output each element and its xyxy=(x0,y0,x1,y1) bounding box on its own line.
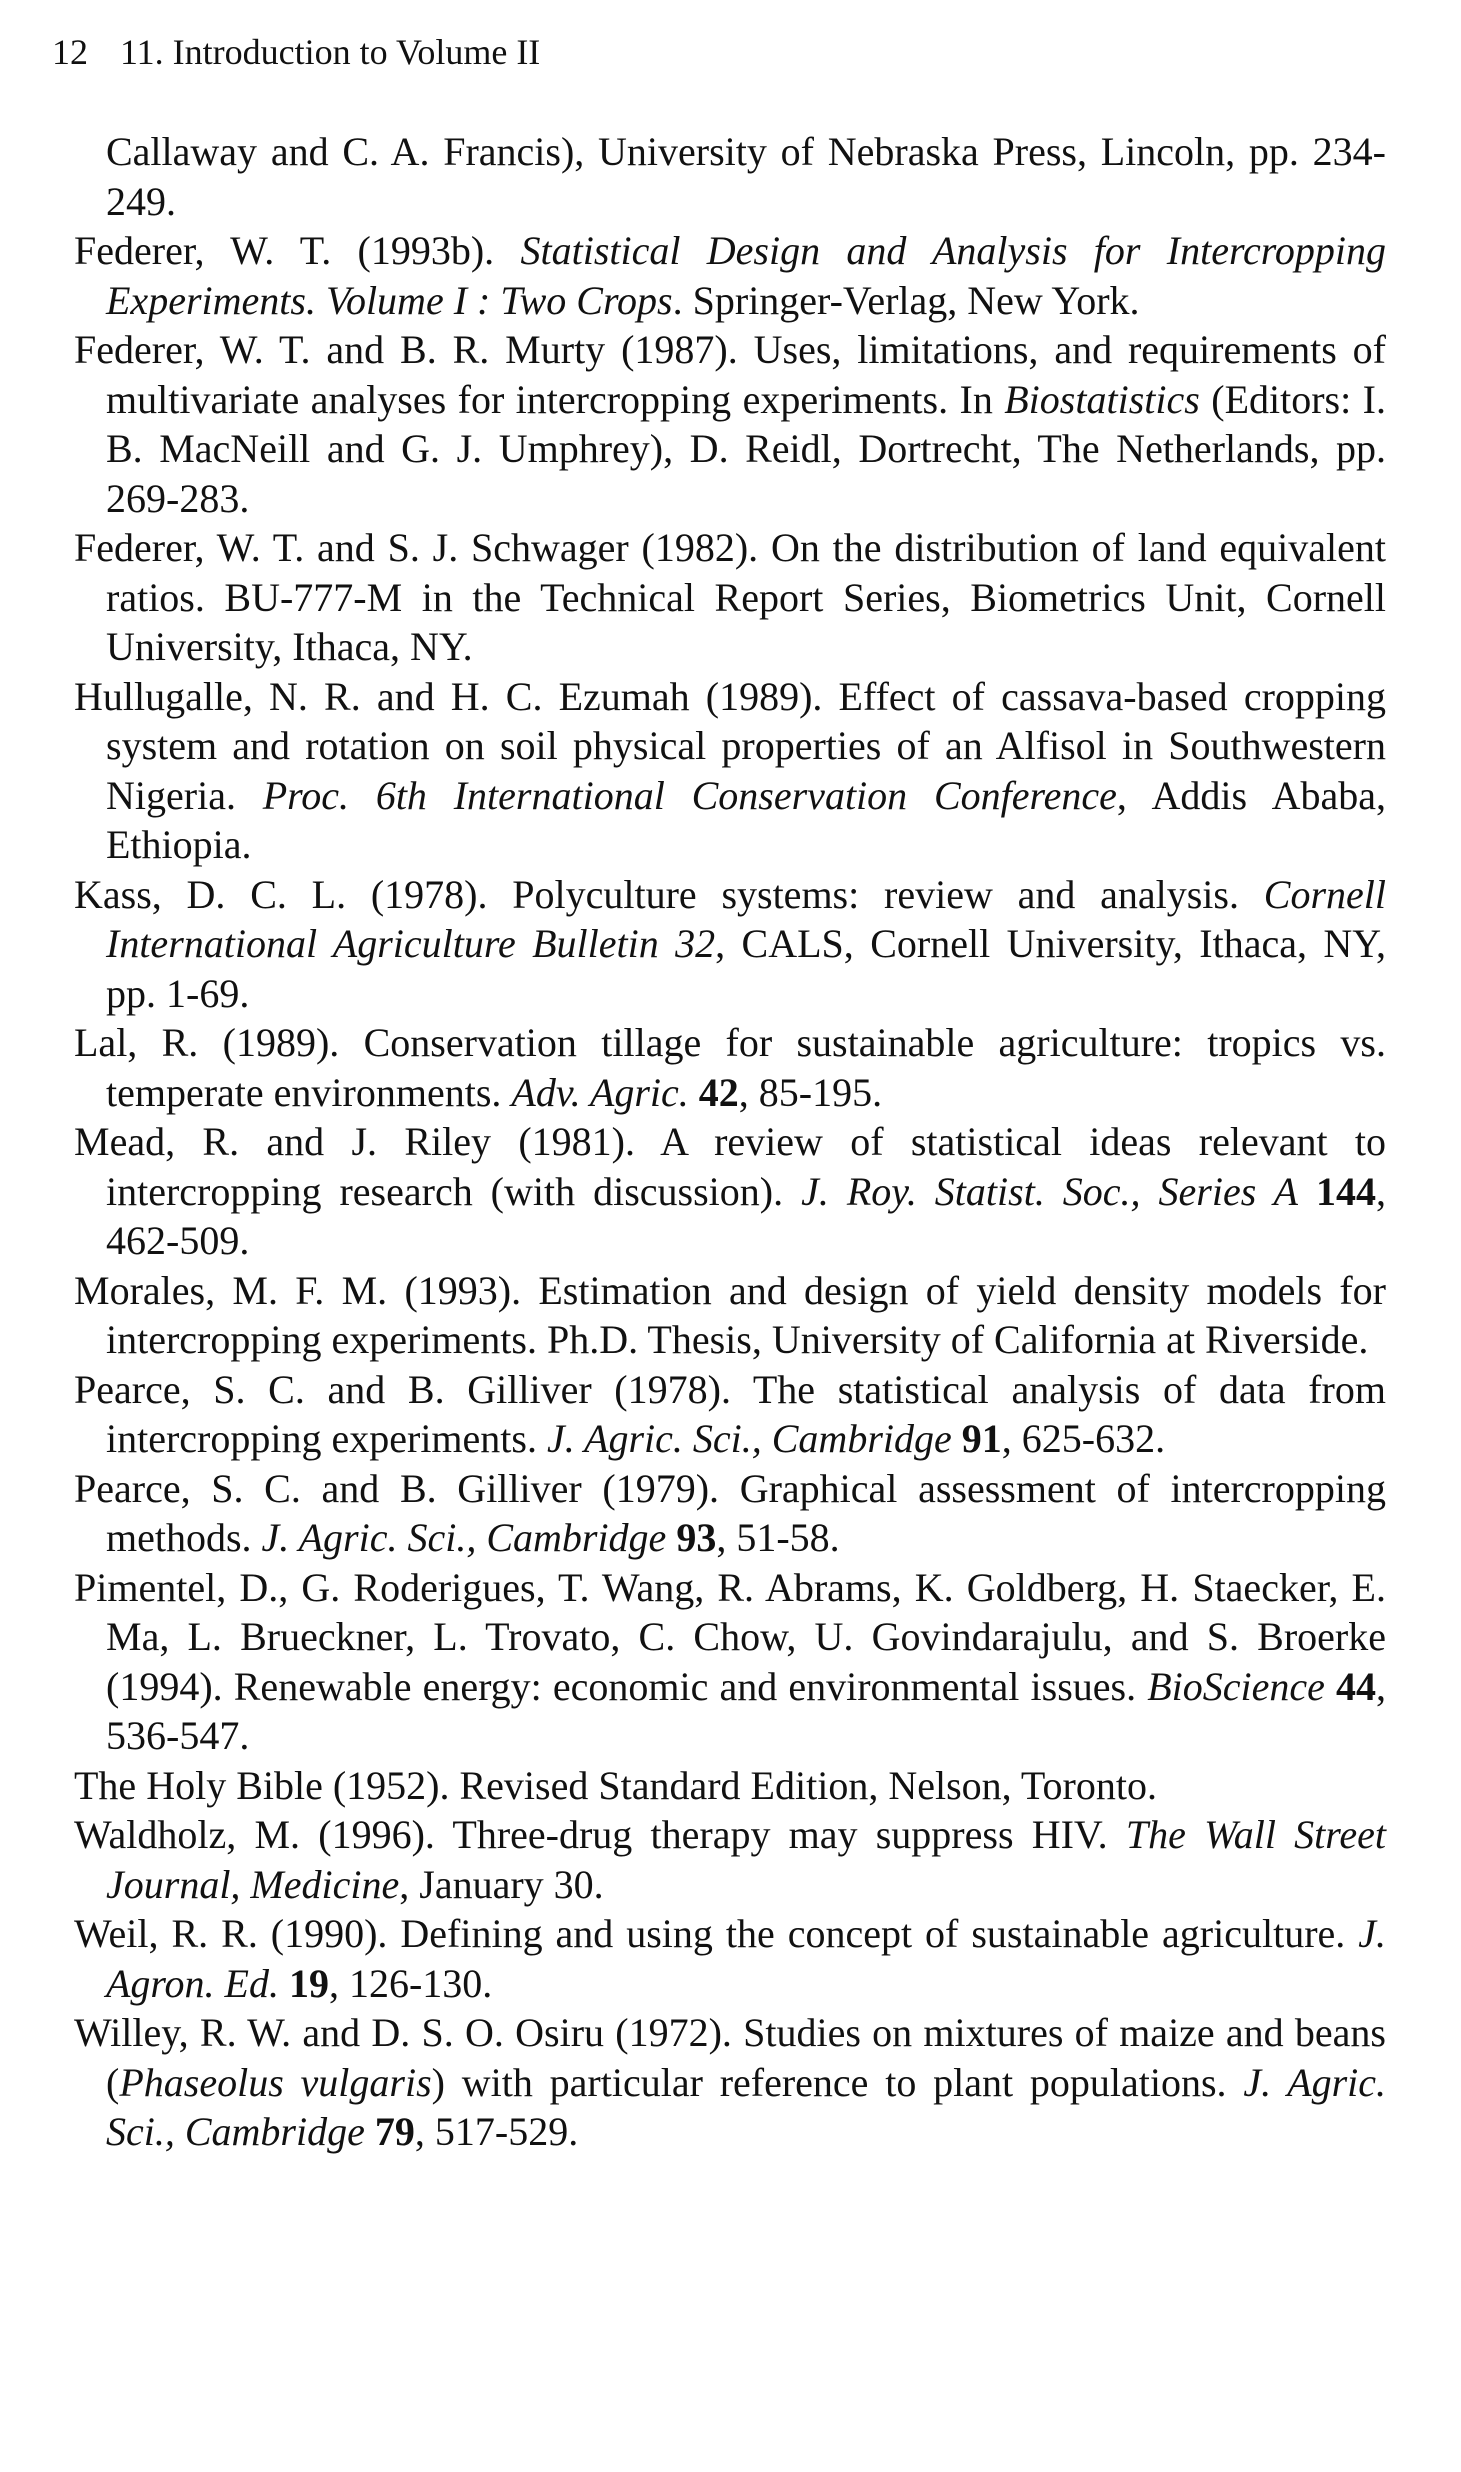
reference-italic-text: Phaseolus vulgaris xyxy=(119,2059,432,2105)
reference-text: Morales, M. F. M. (1993). Estimation and design of yield density models for intercropping experiments. Ph.D. Thesis, University of California at Riverside. xyxy=(74,1267,1386,1362)
reference-entry xyxy=(74,2008,1386,2157)
reference-text: , 536-547. xyxy=(106,1663,1387,1758)
reference-entry xyxy=(74,325,1386,523)
reference-text: (Editors: I. B. MacNeill and G. J. Umphrey), D. Reidl, Dortrecht, The Netherlands, pp. 269-283. xyxy=(106,376,1386,521)
reference-text: Waldholz, M. (1996). Three-drug therapy may suppress HIV. xyxy=(74,1812,1126,1857)
reference-entry xyxy=(74,1365,1386,1464)
reference-entry xyxy=(74,1909,1386,2008)
reference-italic-text: BioScience xyxy=(1147,1663,1325,1709)
reference-text: , CALS, Cornell University, Ithaca, NY, pp. 1-69. xyxy=(106,921,1386,1016)
reference-text: Willey, R. W. and D. S. O. Osiru (1972). Studies on mixtures of maize and beans ( xyxy=(74,2010,1386,2105)
reference-volume: 79 xyxy=(374,2109,415,2154)
reference-entry xyxy=(74,1117,1386,1266)
reference-italic-text: Adv. Agric. xyxy=(511,1069,689,1115)
reference-entry xyxy=(74,1018,1386,1117)
reference-italic-text: J. Agric. Sci., Cambridge xyxy=(261,1515,667,1560)
reference-text: Kass, D. C. L. (1978). Polyculture systems: review and analysis. xyxy=(74,871,1264,917)
reference-entry xyxy=(74,870,1386,1019)
reference-text: Pearce, S. C. and B. Gilliver (1978). The statistical analysis of data from intercropping experiments. xyxy=(74,1366,1386,1461)
reference-text: Lal, R. (1989). Conservation tillage for sustainable agriculture: tropics vs. temperate environments. xyxy=(74,1020,1386,1115)
reference-entry xyxy=(74,1810,1386,1909)
reference-text: , 85-195. xyxy=(738,1069,883,1115)
reference-text: . Springer-Verlag, New York. xyxy=(672,277,1140,323)
reference-volume: 93 xyxy=(676,1515,717,1560)
reference-list xyxy=(74,127,1386,2157)
reference-italic-text: The Wall Street Journal, Medicine xyxy=(106,1812,1386,1907)
reference-text: , Addis Ababa, Ethiopia. xyxy=(106,772,1386,867)
reference-text xyxy=(279,1961,289,2006)
reference-text: Federer, W. T. and B. R. Murty (1987). Uses, limitations, and requirements of multivariate analyses for intercropping experiments. In xyxy=(74,327,1386,422)
reference-text: , 51-58. xyxy=(716,1515,840,1560)
reference-text xyxy=(952,1416,962,1461)
reference-text xyxy=(666,1515,676,1560)
reference-entry xyxy=(74,226,1386,325)
reference-text: Weil, R. R. (1990). Defining and using the concept of sustainable agriculture. xyxy=(74,1911,1359,1956)
reference-text xyxy=(1325,1664,1336,1709)
chapter-title: 11. Introduction to Volume II xyxy=(120,32,541,72)
reference-italic-text: Cornell International Agriculture Bulletin 32 xyxy=(106,871,1386,966)
reference-italic-text: Proc. 6th International Conservation Conference xyxy=(262,772,1117,818)
reference-text: , 126-130. xyxy=(328,1960,493,2006)
reference-text: Callaway and C. A. Francis), University of Nebraska Press, Lincoln, pp. 234-249. xyxy=(106,129,1386,224)
reference-volume: 144 xyxy=(1316,1168,1376,1214)
reference-text: , January 30. xyxy=(399,1861,604,1907)
reference-text xyxy=(1298,1169,1316,1214)
reference-text: Hullugalle, N. R. and H. C. Ezumah (1989). Effect of cassava-based cropping system and rotation on soil physical properties of an Alfisol in Southwestern Nigeria. xyxy=(74,673,1386,818)
reference-entry xyxy=(74,672,1386,870)
reference-text xyxy=(365,2109,375,2154)
reference-entry xyxy=(74,523,1386,672)
reference-text: The Holy Bible (1952). Revised Standard Edition, Nelson, Toronto. xyxy=(74,1762,1157,1808)
reference-entry xyxy=(74,1464,1386,1563)
reference-entry xyxy=(74,1563,1386,1761)
reference-volume: 19 xyxy=(288,1960,329,2006)
reference-italic-text: J. Roy. Statist. Soc., Series A xyxy=(801,1168,1298,1214)
reference-text: Pimentel, D., G. Roderigues, T. Wang, R. Abrams, K. Goldberg, H. Staecker, E. Ma, L. Brueckner, L. Trovato, C. Chow, U. Govindarajulu, and S. Broerke (1994). Renewable energy: economic and environmental issues. xyxy=(74,1564,1386,1709)
reference-text: , 625-632. xyxy=(1001,1416,1166,1461)
reference-text: , 517-529. xyxy=(414,2109,579,2154)
reference-italic-text: Biostatistics xyxy=(1004,376,1200,422)
page-number: 12 xyxy=(52,32,88,72)
reference-italic-text: J. Agric. Sci., Cambridge xyxy=(546,1416,952,1461)
reference-entry xyxy=(74,1761,1386,1811)
reference-text: Pearce, S. C. and B. Gilliver (1979). Graphical assessment of intercropping methods. xyxy=(74,1465,1386,1560)
reference-text: Federer, W. T. (1993b). xyxy=(74,228,521,273)
reference-volume: 42 xyxy=(698,1069,739,1115)
reference-entry-continued xyxy=(74,127,1386,226)
reference-text: Federer, W. T. and S. J. Schwager (1982). On the distribution of land equivalent ratios. BU-777-M in the Technical Report Series, Biometrics Unit, Cornell University, Ithaca, NY. xyxy=(74,525,1386,669)
reference-italic-text: J. Agron. Ed. xyxy=(106,1911,1386,2006)
reference-text: Mead, R. and J. Riley (1981). A review of statistical ideas relevant to intercropping research (with discussion). xyxy=(74,1119,1386,1214)
reference-text: , 462-509. xyxy=(106,1168,1386,1263)
reference-italic-text: Statistical Design and Analysis for Intercropping Experiments. Volume I : Two Crops xyxy=(106,228,1387,323)
reference-volume: 91 xyxy=(961,1416,1002,1461)
reference-entry xyxy=(74,1266,1386,1365)
reference-volume: 44 xyxy=(1336,1663,1377,1709)
reference-italic-text: J. Agric. Sci., Cambridge xyxy=(106,2059,1387,2154)
reference-text xyxy=(689,1070,699,1115)
running-head xyxy=(52,30,540,74)
reference-text: ) with particular reference to plant populations. xyxy=(431,2059,1244,2105)
